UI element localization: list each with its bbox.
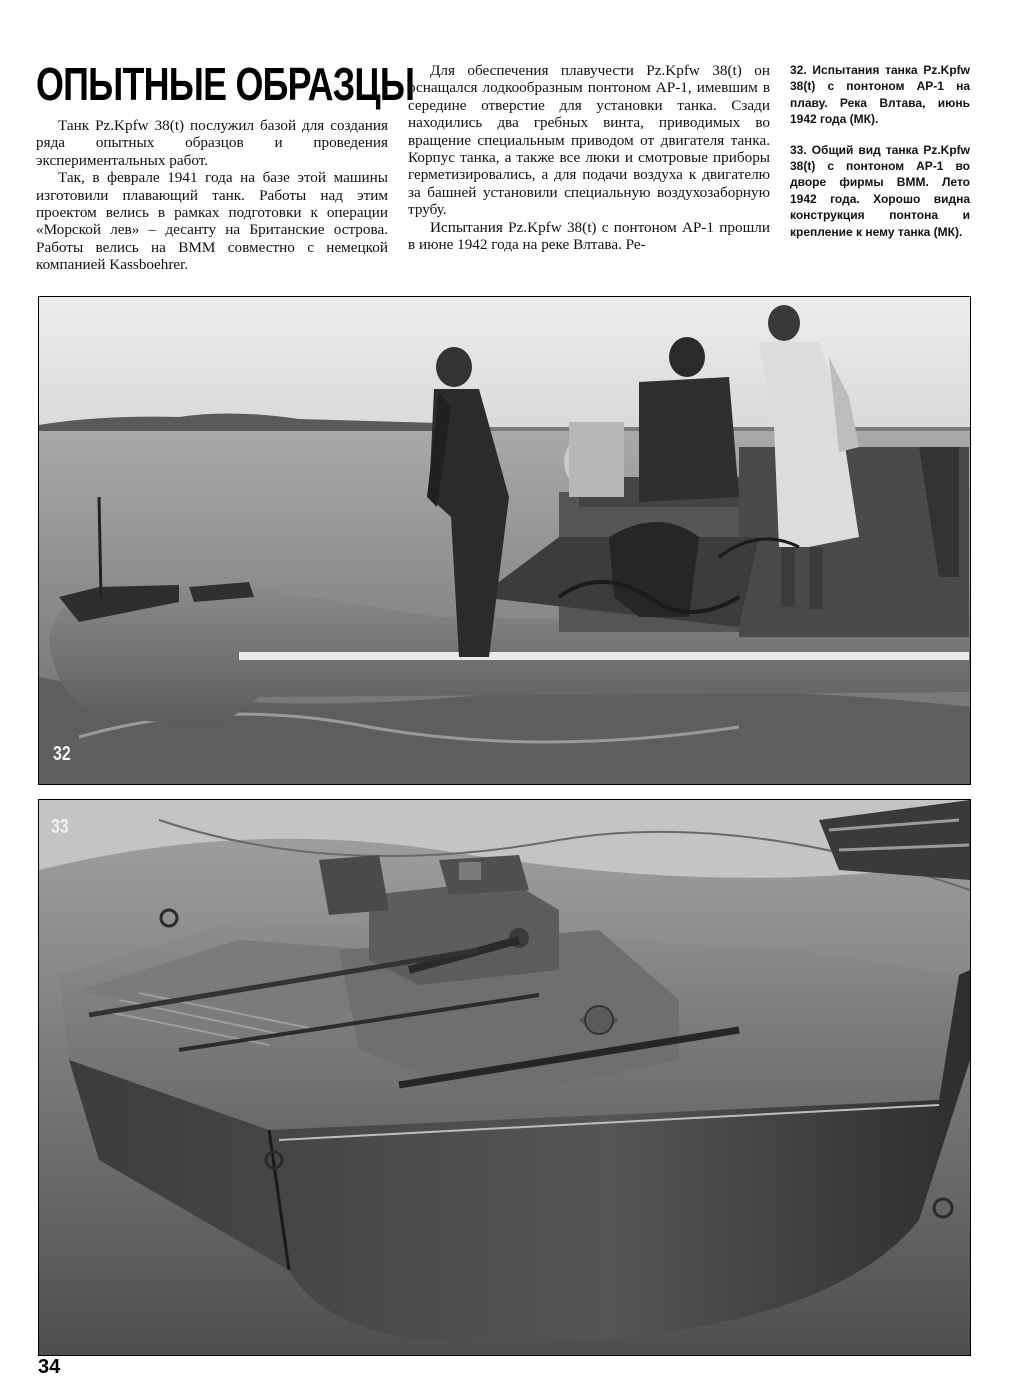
- photo-number-32: 32: [53, 743, 71, 765]
- paragraph: Испытания Pz.Kpfw 38(t) с понтоном АР-1 прошли в июне 1942 года на реке Влтава. Ре-: [408, 218, 770, 254]
- section-heading: ОПЫТНЫЕ ОБРАЗЦЫ: [36, 58, 415, 110]
- photo-number-33: 33: [51, 816, 69, 838]
- paragraph: Для обеспечения плавучести Pz.Kpfw 38(t) он оснащался лодкообразным понтоном АР-1, имевшим в середине отверстие для установки танка. Сзади находились два гребных винта, приводимых во вращение специальным приводом от двигателя танка. Корпус танка, а также все люки и смотровые приборы герметизировались, а для подачи воздуха к двигателю за башней установили специальную воздухозаборную трубу.: [408, 62, 770, 219]
- caption-33: 33. Общий вид танка Pz.Kpfw 38(t) с понтоном АР-1 во дворе фирмы ВММ. Лето 1942 года. Хорошо видна конструкция понтона и крепление к нему танка (МК).: [790, 142, 970, 239]
- page-number: 34: [38, 1356, 61, 1378]
- article-column-middle: [408, 62, 770, 253]
- photo-32-image: [39, 297, 970, 784]
- paragraph: Так, в феврале 1941 года на базе этой машины изготовили плавающий танк. Работы над этим проектом велись в рамках подготовки к операции «Морской лев» – десанту на Британские острова. Работы велись на ВММ совместно с немецкой компанией Kassboehrer.: [36, 169, 388, 274]
- photo-captions: [790, 62, 970, 254]
- paragraph: Танк Pz.Kpfw 38(t) послужил базой для создания ряда опытных образцов и проведения экспериментальных работ.: [36, 117, 388, 169]
- photo-33: [38, 799, 971, 1356]
- photo-33-image: [39, 800, 970, 1355]
- caption-32: 32. Испытания танка Pz.Kpfw 38(t) с понтоном АР-1 на плаву. Река Влтава, июнь 1942 года (МК).: [790, 63, 970, 127]
- article-column-left: [36, 117, 388, 274]
- photo-32: [38, 296, 971, 785]
